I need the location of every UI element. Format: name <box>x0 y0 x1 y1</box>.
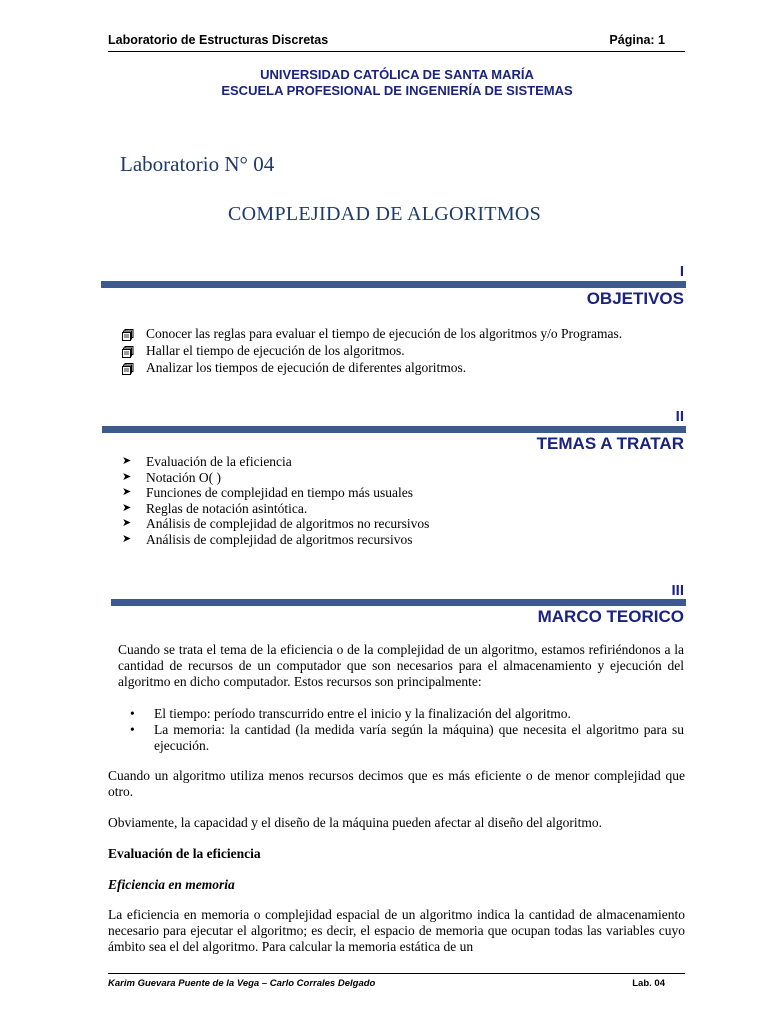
header-page-number: Página: 1 <box>609 33 665 47</box>
lab-number: Laboratorio N° 04 <box>120 152 275 176</box>
objective-text: Conocer las reglas para evaluar el tiempo de ejecución de los algoritmos y/o Programas. <box>146 326 623 341</box>
arrowhead-icon: ➤ <box>122 517 132 529</box>
resources-list <box>130 706 684 754</box>
list-item <box>122 359 622 376</box>
round-bullet-icon: • <box>130 706 135 721</box>
section-2-title: TEMAS A TRATAR <box>536 434 684 453</box>
arrowhead-icon: ➤ <box>122 532 132 545</box>
school-name: ESCUELA PROFESIONAL DE INGENIERÍA DE SISTEMAS <box>221 83 573 98</box>
list-item <box>122 501 429 517</box>
footer-lab-number: Lab. 04 <box>632 978 665 989</box>
objective-text: Analizar los tiempos de ejecución de diferentes algoritmos. <box>146 360 467 375</box>
stacked-pages-icon <box>122 328 134 340</box>
bullet-text: El tiempo: período transcurrido entre el inicio y la finalización del algoritmo. <box>154 706 571 721</box>
topic-text: Notación O( ) <box>146 469 221 485</box>
university-name: UNIVERSIDAD CATÓLICA DE SANTA MARÍA <box>260 67 534 82</box>
marco-paragraph-3: Obviamente, la capacidad y el diseño de la máquina pueden afectar al diseño del algoritmo. <box>108 815 603 830</box>
arrowhead-icon: ➤ <box>122 470 132 483</box>
arrowhead-icon: ➤ <box>122 501 132 514</box>
section-1-title: OBJETIVOS <box>586 289 684 308</box>
topic-text: Evaluación de la eficiencia <box>146 454 292 469</box>
round-bullet-icon: • <box>130 722 135 737</box>
footer-rule <box>108 973 685 974</box>
arrowhead-icon: ➤ <box>122 486 132 498</box>
bullet-text: La memoria: la cantidad (la medida varía según la máquina) que necesita el algoritmo para su ejecución. <box>154 722 684 753</box>
heading-evaluacion: Evaluación de la eficiencia <box>108 846 261 861</box>
marco-paragraph-2: Cuando un algoritmo utiliza menos recursos decimos que es más eficiente o de menor complejidad que otro. <box>108 768 685 799</box>
list-item <box>122 470 429 486</box>
section-1-number: I <box>679 263 684 280</box>
list-item <box>122 516 429 532</box>
header-rule <box>108 51 685 52</box>
topic-text: Funciones de complejidad en tiempo más usuales <box>146 485 413 500</box>
list-item <box>122 454 429 470</box>
list-item <box>122 532 429 548</box>
heading-eficiencia-memoria: Eficiencia en memoria <box>108 877 235 892</box>
list-item <box>122 342 622 359</box>
list-item <box>122 485 429 501</box>
list-item <box>130 722 684 754</box>
marco-paragraph-1: Cuando se trata el tema de la eficiencia o de la complejidad de un algoritmo, estamos refiriéndonos a la cantidad de recursos de un computador que son necesarios para el almacenamiento y ejecución del algoritmo en dicho computador. Estos recursos son principalmente: <box>118 642 684 689</box>
list-item <box>130 706 684 722</box>
objectives-list <box>122 325 622 376</box>
section-2-number: II <box>675 408 684 425</box>
header-course: Laboratorio de Estructuras Discretas <box>108 33 329 47</box>
footer-authors: Karim Guevara Puente de la Vega – Carlo Corrales Delgado <box>108 978 376 989</box>
arrowhead-icon: ➤ <box>122 455 132 467</box>
page-footer <box>108 978 665 989</box>
stacked-pages-icon <box>122 345 134 357</box>
stacked-pages-icon <box>122 362 134 374</box>
section-3-bar <box>111 599 686 606</box>
section-1-bar <box>101 281 686 288</box>
lab-title: COMPLEJIDAD DE ALGORITMOS <box>228 203 542 225</box>
page-header <box>108 33 665 47</box>
list-item <box>122 325 622 342</box>
marco-paragraph-4: La eficiencia en memoria o complejidad espacial de un algoritmo indica la cantidad de almacenamiento necesario para ejecutar el algoritmo; es decir, el espacio de memoria que ocupan todas las variables cuyo ámbito sea el del algoritmo. Para calcular la memoria estática de un <box>108 907 685 954</box>
section-2-bar <box>102 426 686 433</box>
topic-text: Análisis de complejidad de algoritmos recursivos <box>146 531 413 547</box>
section-3-number: III <box>671 582 684 599</box>
topic-text: Análisis de complejidad de algoritmos no recursivos <box>146 516 430 531</box>
topic-text: Reglas de notación asintótica. <box>146 500 308 516</box>
topics-list <box>122 454 429 547</box>
section-3-title: MARCO TEORICO <box>537 607 684 626</box>
objective-text: Hallar el tiempo de ejecución de los algoritmos. <box>146 343 405 358</box>
